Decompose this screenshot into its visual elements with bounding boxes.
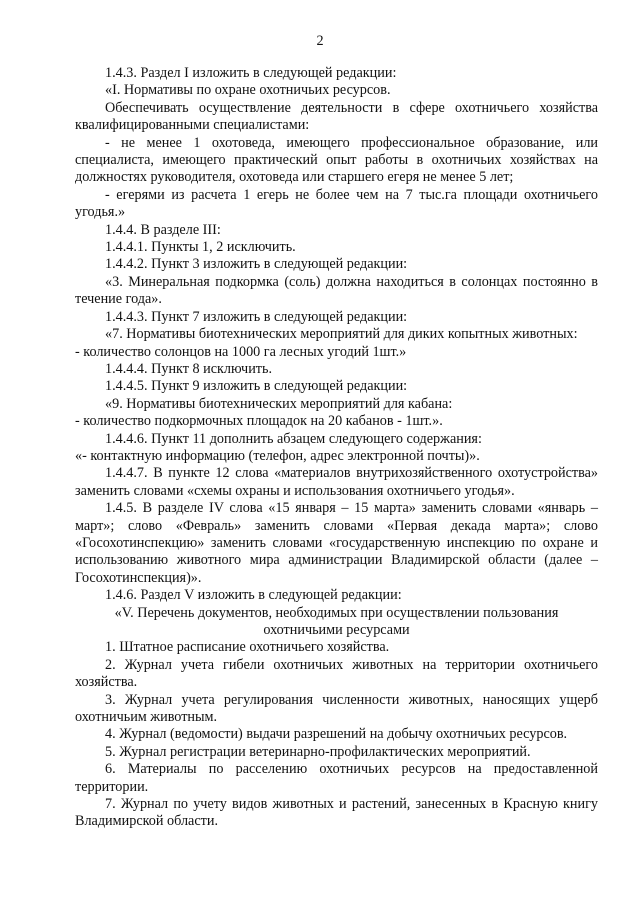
paragraph-1-4-4-7: 1.4.4.7. В пункте 12 слова «материалов внутрихозяйственного охотустройства» заменить словами «схемы охраны и использования охотничьего угодья». <box>75 465 598 499</box>
list-item-6: 6. Материалы по расселению охотничьих ресурсов на предоставленной территории. <box>75 761 598 795</box>
list-item-3: 3. Журнал учета регулирования численности животных, наносящих ущерб охотничьим животным. <box>75 691 598 726</box>
paragraph-section-i-title: «I. Нормативы по охране охотничьих ресурсов. <box>105 82 391 99</box>
paragraph-1-4-4-3: 1.4.4.3. Пункт 7 изложить в следующей редакции: <box>105 308 408 325</box>
page-number: 2 <box>316 33 324 49</box>
paragraph-contact-info: «- контактную информацию (телефон, адрес электронной почты)». <box>75 447 480 464</box>
paragraph-1-4-6: 1.4.6. Раздел V изложить в следующей редакции: <box>105 587 402 604</box>
paragraph-1-4-5: 1.4.5. В разделе IV слова «15 января – 15 марта» заменить словами «январь – март»; слово «Февраль» заменить словами «Первая декада марта»; слово «Госохотинспекцию» заменить словами «государственную инспекцию по охране и использованию животного мира администрации Владимирской области (далее – Госохотинспекция)». <box>75 500 598 586</box>
paragraph-specialists: Обеспечивать осуществление деятельности в сфере охотничьего хозяйства квалифицированными специалистами: <box>75 99 598 134</box>
paragraph-1-4-4-5: 1.4.4.5. Пункт 9 изложить в следующей редакции: <box>105 378 408 395</box>
section-v-heading: «V. Перечень документов, необходимых при осуществлении пользования охотничьими ресурсами <box>114 604 559 638</box>
list-item-2: 2. Журнал учета гибели охотничьих животных на территории охотничьего хозяйства. <box>75 656 598 691</box>
paragraph-1-4-4-6: 1.4.4.6. Пункт 11 дополнить абзацем следующего содержания: <box>105 430 482 447</box>
paragraph-1-4-4-4: 1.4.4.4. Пункт 8 исключить. <box>105 360 273 377</box>
list-item-7: 7. Журнал по учету видов животных и растений, занесенных в Красную книгу Владимирской области. <box>75 796 598 830</box>
paragraph-feeding-sites: - количество подкормочных площадок на 20 кабанов - 1шт.». <box>75 413 443 430</box>
paragraph-1-4-3: 1.4.3. Раздел I изложить в следующей редакции: <box>105 65 397 81</box>
paragraph-huntsmen: - егерями из расчета 1 егерь не более чем на 7 тыс.га площади охотничьего угодья.» <box>75 186 598 221</box>
list-item-5: 5. Журнал регистрации ветеринарно-профилактических мероприятий. <box>105 743 531 760</box>
list-item-1: 1. Штатное расписание охотничьего хозяйства. <box>105 639 390 656</box>
paragraph-1-4-4-1: 1.4.4.1. Пункты 1, 2 исключить. <box>105 239 296 256</box>
paragraph-mineral-feed: «3. Минеральная подкормка (соль) должна находиться в солонцах постоянно в течение года». <box>75 273 598 308</box>
paragraph-salt-licks: - количество солонцов на 1000 га лесных угодий 1шт.» <box>75 343 407 360</box>
document-body <box>75 65 598 831</box>
paragraph-ungulates-norms: «7. Нормативы биотехнических мероприятий для диких копытных животных: <box>105 326 578 343</box>
paragraph-1-4-4: 1.4.4. В разделе III: <box>105 221 221 238</box>
paragraph-hunting-specialist: - не менее 1 охотоведа, имеющего профессиональное образование, или специалиста, имеющего практический опыт работы в охотничьих хозяйствах на должностях руководителя, охотоведа или старшего егеря не менее 5 лет; <box>75 134 598 186</box>
paragraph-1-4-4-2: 1.4.4.2. Пункт 3 изложить в следующей редакции: <box>105 256 408 273</box>
list-item-4: 4. Журнал (ведомости) выдачи разрешений на добычу охотничьих ресурсов. <box>105 726 568 743</box>
paragraph-boar-norms: «9. Нормативы биотехнических мероприятий для кабана: <box>105 395 453 412</box>
